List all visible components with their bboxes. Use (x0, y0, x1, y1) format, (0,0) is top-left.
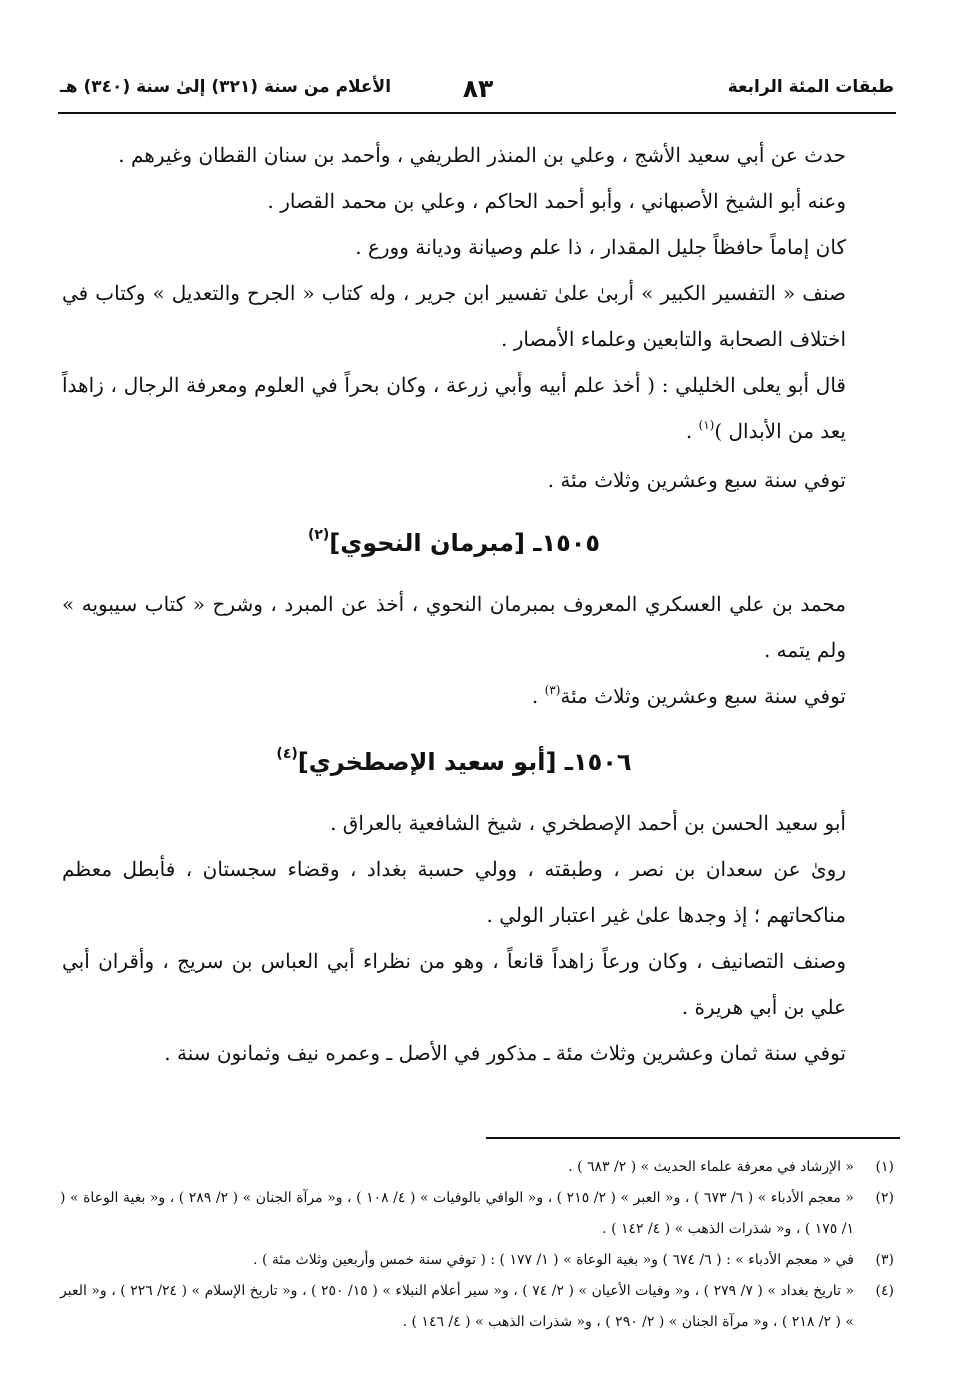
footnote-ref[interactable]: (١) (698, 418, 715, 432)
footnote-text: « تاريخ بغداد » ( ٧/ ٢٧٩ ) ، و« وفيات الأعيان » ( ٢/ ٧٤ ) ، و« سير أعلام النبلاء » ( ١٥/ ٢٥٠ ) ، و« تاريخ الإسلام » ( ٢٤/ ٢٢٦ ) ، و« العبر » ( ٢/ ٢١٨ ) ، و« مرآة الجنان » ( ٢/ ٢٩٠ ) ، و« شذرات الذهب » ( ٤/ ١٤٦ ) . (60, 1283, 855, 1330)
footnote-number: (٤) (875, 1283, 894, 1299)
page-number: ٨٣ (462, 74, 494, 103)
running-header-section: طبقات المئة الرابعة (727, 77, 894, 97)
paragraph: أبو سعيد الحسن بن أحمد الإصطخري ، شيخ الشافعية بالعراق . (330, 811, 846, 835)
paragraph: محمد بن علي العسكري المعروف بمبرمان النحوي ، أخذ عن المبرد ، وشرح « كتاب سيبويه » ولم يتمه . (62, 592, 846, 662)
paragraph-end: . (531, 684, 545, 708)
main-text (62, 132, 846, 1076)
footnote (60, 1276, 894, 1338)
paragraph-text: توفي سنة سبع وعشرين وثلاث مئة (560, 684, 846, 708)
footnote (60, 1245, 894, 1276)
footnote-text: « معجم الأدباء » ( ٦/ ٦٧٣ ) ، و« العبر » ( ٢/ ٢١٥ ) ، و« الوافي بالوفيات » ( ٤/ ١٠٨ ) ، و« مرآة الجنان » ( ٢/ ٢٨٩ ) ، و« بغية الوعاة » ( ١/ ١٧٥ ) ، و« شذرات الذهب » ( ٤/ ١٤٢ ) . (60, 1190, 854, 1237)
footnote-number: (١) (875, 1159, 894, 1175)
footnote (60, 1183, 894, 1245)
header-divider (58, 112, 896, 114)
running-header-range: الأعلام من سنة (٣٢١) إلىٰ سنة (٣٤٠) هـ (60, 77, 392, 97)
paragraph: حدث عن أبي سعيد الأشج ، وعلي بن المنذر الطريفي ، وأحمد بن سنان القطان وغيرهم . (118, 143, 846, 167)
entry-title: ١٥٠٥ـ [مبرمان النحوي] (329, 529, 601, 557)
footnote-number: (٢) (875, 1190, 894, 1206)
entry-heading (62, 521, 846, 569)
entry-heading (62, 740, 846, 788)
paragraph: روىٰ عن سعدان بن نصر ، وطبقته ، وولي حسبة بغداد ، وقضاء سجستان ، فأبطل معظم مناكحاتهم ؛ إذ وجدها علىٰ غير اعتبار الولي . (62, 857, 846, 927)
paragraph: وعنه أبو الشيخ الأصبهاني ، وأبو أحمد الحاكم ، وعلي بن محمد القصار . (267, 189, 846, 213)
paragraph (62, 673, 846, 722)
paragraph-end: . (685, 419, 699, 443)
footnote-divider (486, 1137, 900, 1139)
paragraph: كان إماماً حافظاً جليل المقدار ، ذا علم وصيانة وديانة وورع . (355, 235, 846, 259)
footnote-ref[interactable]: (٤) (276, 746, 298, 762)
footnotes (60, 1152, 894, 1338)
paragraph: توفي سنة ثمان وعشرين وثلاث مئة ـ مذكور في الأصل ـ وعمره نيف وثمانون سنة . (164, 1041, 846, 1065)
paragraph-text: قال أبو يعلى الخليلي : ( أخذ علم أبيه وأبي زرعة ، وكان بحراً في العلوم ومعرفة الرجال ، زاهداً يعد من الأبدال ) (62, 373, 846, 443)
footnote (60, 1152, 894, 1183)
entry-title: ١٥٠٦ـ [أبو سعيد الإصطخري] (297, 748, 632, 776)
footnote-text: « الإرشاد في معرفة علماء الحديث » ( ٢/ ٦٨٣ ) . (568, 1159, 854, 1175)
footnote-ref[interactable]: (٣) (544, 683, 561, 697)
paragraph: صنف « التفسير الكبير » أربىٰ علىٰ تفسير ابن جرير ، وله كتاب « الجرح والتعديل » وكتاب في اختلاف الصحابة والتابعين وعلماء الأمصار . (62, 281, 846, 351)
paragraph: توفي سنة سبع وعشرين وثلاث مئة . (547, 468, 846, 492)
paragraph: وصنف التصانيف ، وكان ورعاً زاهداً قانعاً ، وهو من نظراء أبي العباس بن سريج ، وأقران أبي علي بن أبي هريرة . (62, 949, 846, 1019)
paragraph (62, 362, 846, 457)
footnote-text: في « معجم الأدباء » : ( ٦/ ٦٧٤ ) و« بغية الوعاة » ( ١/ ١٧٧ ) : ( توفي سنة خمس وأربعين وثلاث مئة ) . (253, 1252, 854, 1268)
footnote-number: (٣) (875, 1252, 894, 1268)
footnote-ref[interactable]: (٢) (307, 527, 330, 543)
